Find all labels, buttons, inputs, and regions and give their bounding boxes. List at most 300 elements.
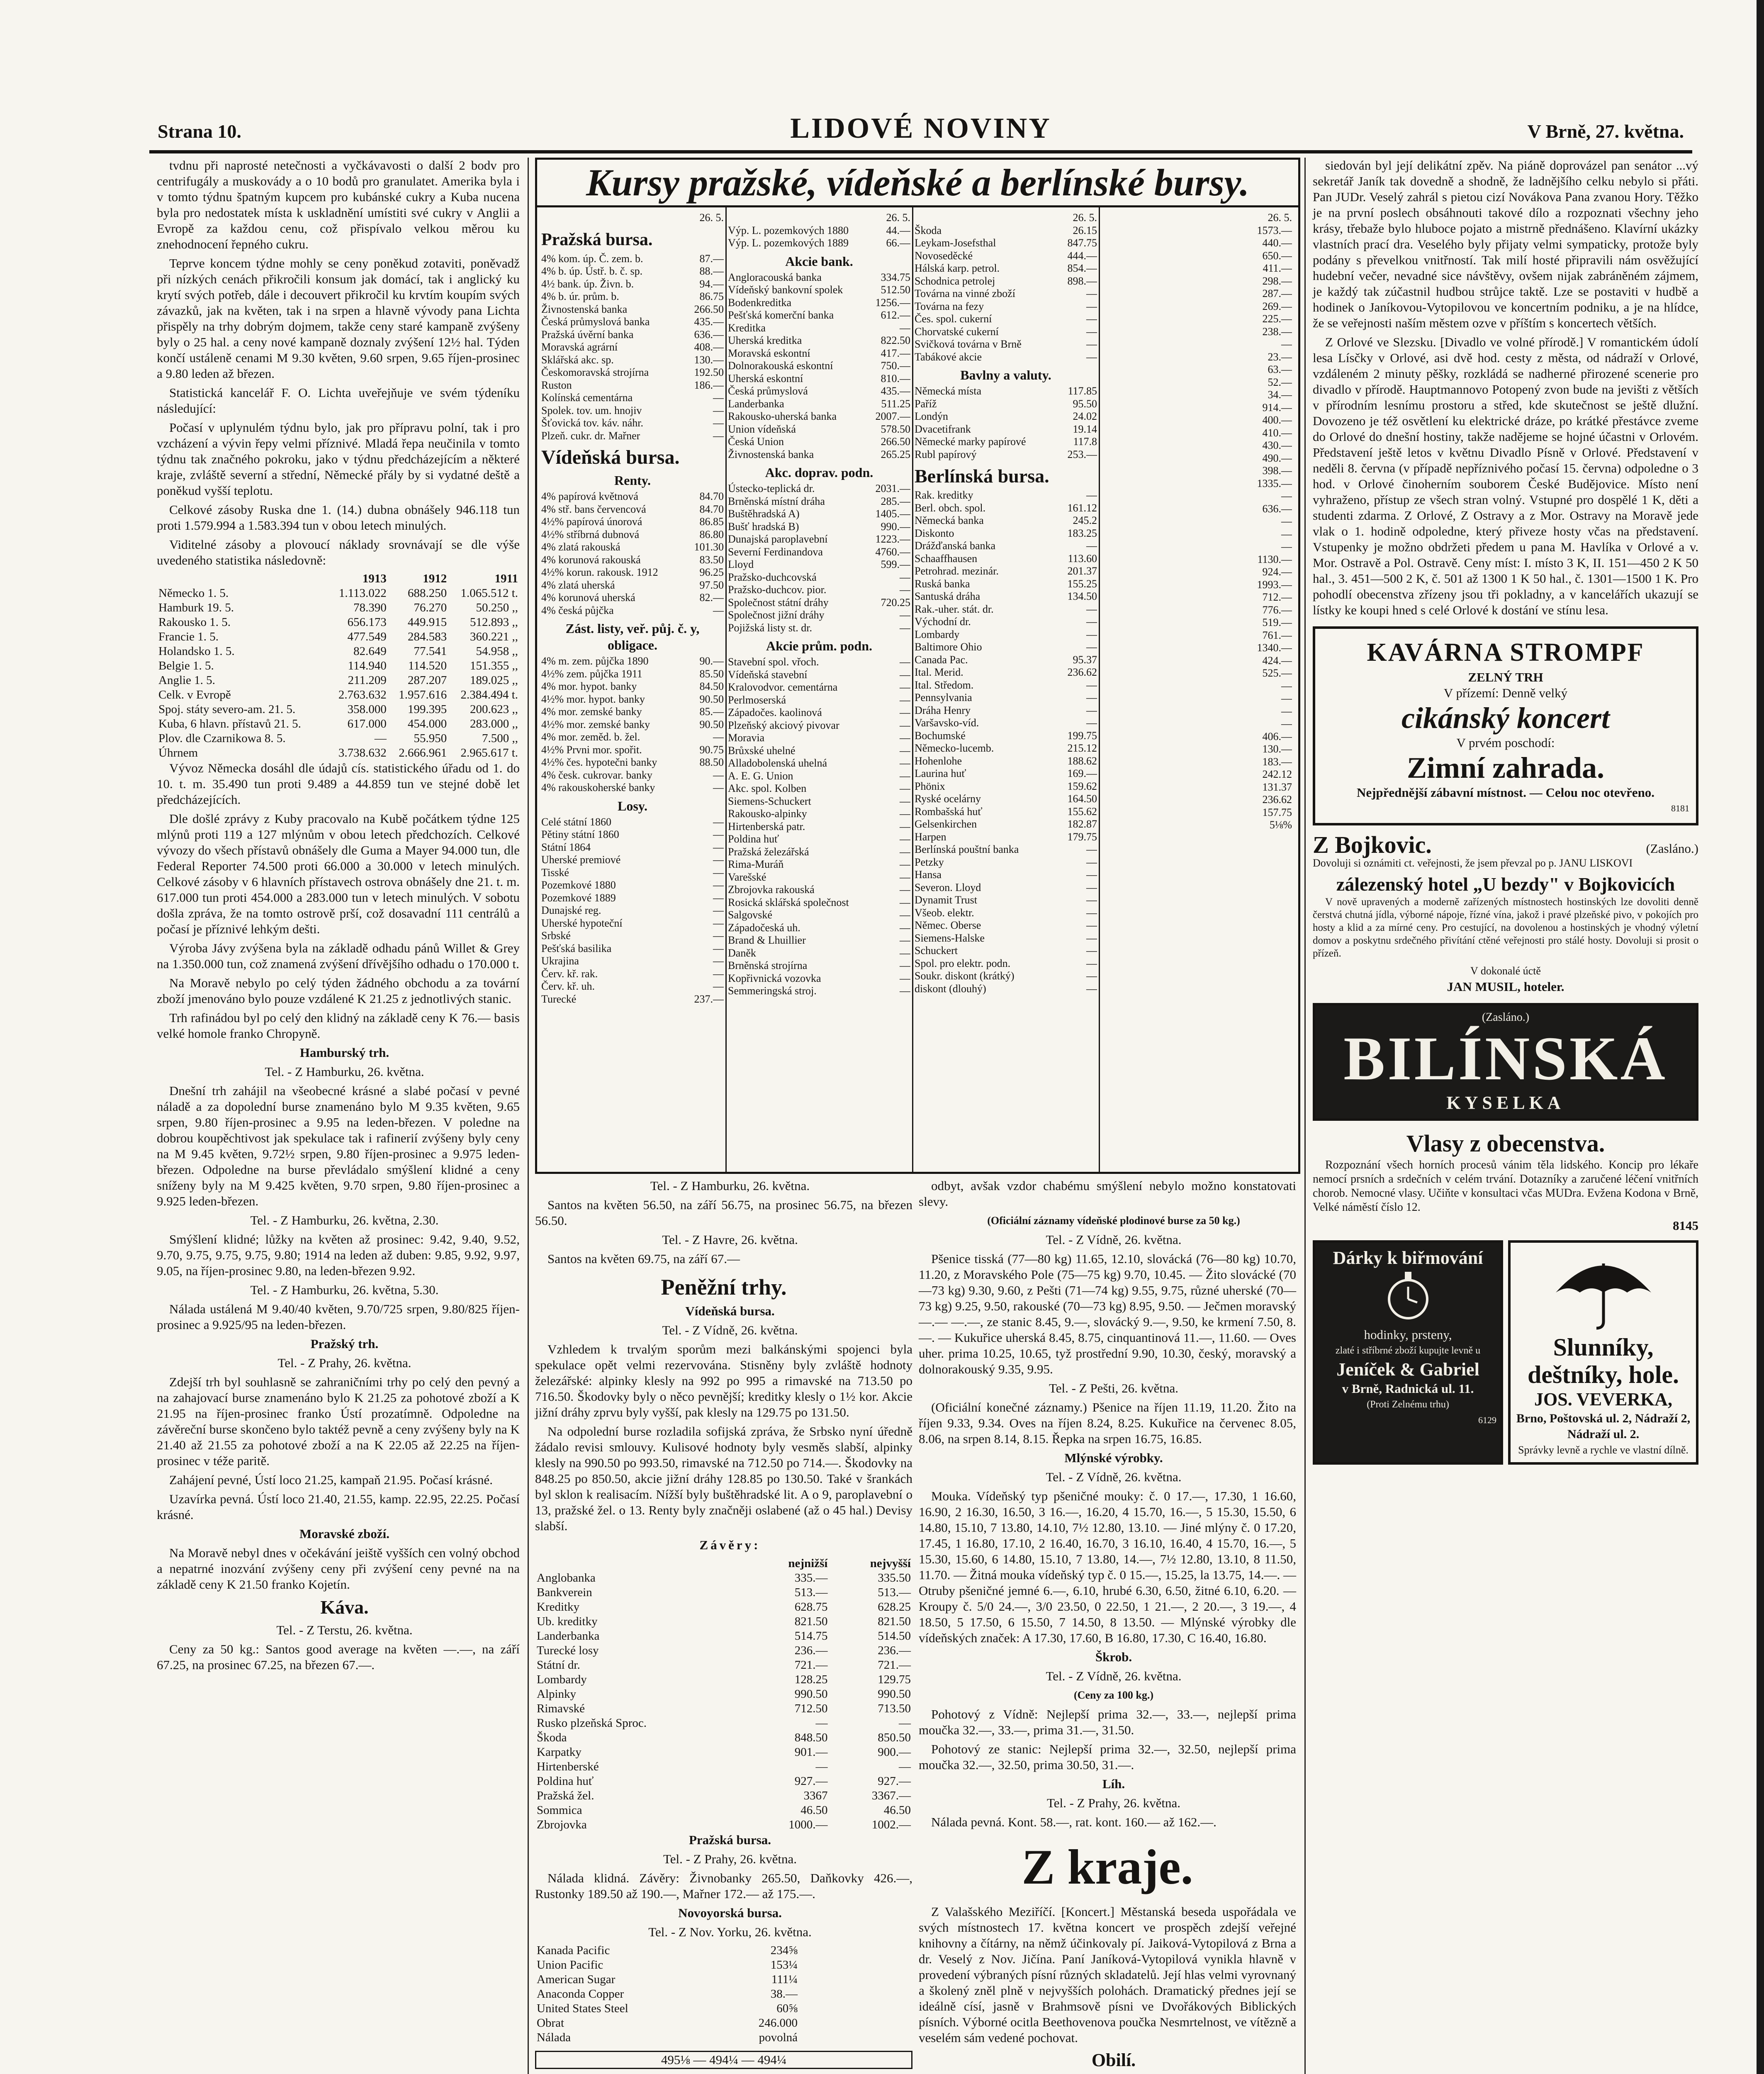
paragraph: Mouka. Vídeňský typ pšeničné mouky: č. 0 17.—, 17.30, 1 16.60, 16.90, 2 16.30, 16.50, 3 16.—, 16.20, 4 15.70, 16.—, 5 15.30, 15.50, 6 14.80, 15.10, 7 13.80, 14.10, 7½ 12.80, 13.10. — Jiné mlýny č. 0 17.20, 17.45, 1 16.80, 17.10, 2 16.40, 16.70, 3 16.10, 16.40, 4 15.70, 16.—, 5 15.30, 15.60, 6 14.80, 15.10, 7 13.80, 14.—, 7½ 12.80, 13.10, 8 11.50, 11.70. — Žitná mouka vídeňský typ č. 0 15.—, 15.25, la 13.75, 14.—. — Otruby pšeničné jemné 6.—, 6.10, hrubé 6.30, 6.50, žitné 6.10, 6.20. — Kroupy č. 5/0 24.—, 3/0 23.50, 0 22.50, 1 21.—, 2 20.—, 3 19.—, 4 18.50, 5 17.50, 6 15.50, 7 14.50, 8 13.50. — Mlýnské výrobky dle vídeňských značek: A 17.30, 17.60, B 16.80, 17.30, C 16.40, 16.80. (919, 1489, 1296, 1645)
rate-value: 490.— (1262, 452, 1292, 464)
ad-title: Z Bojkovic. (1313, 831, 1432, 858)
rate-row (728, 934, 910, 947)
rate-label: Výp. L. pozemkových 1889 (728, 237, 849, 249)
rate-label: Schaaffhausen (915, 552, 978, 565)
rate-row (728, 398, 910, 411)
ad-brand: BILÍNSKÁ (1343, 1024, 1668, 1093)
rate-row (728, 858, 910, 871)
rate-row (541, 680, 724, 693)
dateline: Tel. - Z Hamburku, 26. května, 5.30. (250, 1283, 439, 1297)
table-row (157, 688, 520, 702)
rates-list (915, 224, 1097, 364)
table-cell: 246.000 (758, 2016, 798, 2030)
rate-value: 519.— (1262, 616, 1292, 628)
rate-label: Rubl papírový (915, 448, 977, 460)
rate-label: Ruston (541, 379, 572, 391)
table-cell: Kreditky (537, 1600, 580, 1614)
rate-row (915, 553, 1097, 565)
rate-value: 265.25 (881, 448, 910, 460)
table-cell: Anglie 1. 5. (158, 674, 215, 687)
rate-value: 525.— (1262, 667, 1292, 679)
rate-row (915, 628, 1097, 641)
rate-label: Soukr. diskont (krátký) (915, 970, 1015, 982)
date-row (541, 212, 724, 224)
rate-row (915, 679, 1097, 692)
rate-row (728, 896, 910, 909)
table-cell: 129.75 (878, 1673, 911, 1686)
section-heading: Závěry: (699, 1538, 761, 1552)
rate-value: — (713, 417, 724, 429)
paragraph: Teprve koncem týdne mohly se ceny poněkud zotaviti, poněvadž při nízkých cenách přikročili konsum jak domácí, tak i anglický ku krytí svých potřeb, dále i decouvert přikročil ku krvtím koupím svých závazků, jak na květen, tak i na srpen a hlavně vývody pana Lichta přispěly na trhy dobrým dojmem, takže ceny staré kampaně zvýšeny byly o 25 hal. a ceny nové kampaně doznaly zvýšení 12½ hal. Týden končí ustáleně cenami M 9.30 květen, 9.60 srpen, 9.65 říjen-prosinec a 9.80 leden až březen. (157, 256, 520, 381)
rate-value: — (713, 879, 724, 891)
table-cell: 335.50 (878, 1571, 911, 1585)
rate-value: 186.— (694, 379, 724, 391)
rate-value: 5⅛% (1269, 819, 1292, 831)
table-row (535, 1643, 912, 1658)
rate-row (541, 316, 724, 329)
rate-label: 4% česká půjčka (541, 604, 614, 616)
rate-row (915, 691, 1097, 704)
dateline: Tel. - Z Havre, 26. května. (662, 1232, 798, 1247)
rate-value: — (1281, 718, 1292, 730)
rate-row (541, 592, 724, 604)
rate-label: Továrna na fezy (915, 300, 984, 312)
rate-value: 599.— (881, 558, 910, 570)
table-cell: Landerbanka (537, 1629, 600, 1643)
rate-value: — (1281, 515, 1292, 527)
rate-row (541, 541, 724, 554)
rate-row (541, 366, 724, 379)
rate-row (915, 448, 1097, 461)
rate-value: 750.— (881, 360, 910, 372)
rate-label: A. E. G. Union (728, 769, 793, 782)
rate-row (915, 818, 1097, 831)
table-cell: 514.75 (794, 1629, 828, 1643)
rate-label: 4% mor. hypot. banky (541, 680, 637, 692)
rates-list (915, 489, 1097, 995)
table-row (535, 1731, 912, 1745)
rate-row (728, 782, 910, 795)
rate-label: Továrna na vinné zboží (915, 287, 1015, 299)
rate-label: Česká průmyslová banka (541, 316, 650, 328)
paragraph: Zahájení pevné, Ústí loco 21.25, kampaň 21.95. Počasí krásné. (169, 1473, 493, 1487)
bojkovice-heading (1313, 831, 1698, 858)
rate-label: 4% b. úp. Ústř. b. č. sp. (541, 265, 643, 277)
ad-highlight: cikánský koncert (1401, 701, 1610, 735)
rate-row (728, 656, 910, 669)
rate-row (915, 856, 1097, 869)
table-cell: 2.763.632 (338, 688, 387, 701)
rate-label: Harpen (915, 830, 946, 843)
rate-row (728, 706, 910, 719)
rate-label: Německo-lucemb. (915, 742, 994, 754)
rate-value: 1993.— (1257, 578, 1292, 591)
rate-value: 334.75 (881, 271, 910, 283)
table-cell: 1.957.616 (399, 688, 447, 701)
rate-value: 242.12 (1262, 768, 1292, 780)
rate-row (915, 641, 1097, 654)
rate-label: Alladobolenská uhelná (728, 757, 827, 769)
ad-tag: (Zasláno.) (1646, 841, 1698, 856)
rate-row (541, 942, 724, 955)
rate-label: Pennsylvania (915, 691, 972, 704)
rate-row (728, 833, 910, 846)
rate-label: Uherské premiové (541, 854, 621, 866)
rate-row (541, 955, 724, 968)
rate-row (728, 959, 910, 972)
table-row (535, 2030, 799, 2045)
rate-row (915, 616, 1097, 628)
rate-value: — (1086, 957, 1097, 969)
rate-label: Červ. kř. uh. (541, 980, 595, 992)
rate-row (728, 334, 910, 347)
rate-row (915, 423, 1097, 436)
table-row (157, 601, 520, 615)
rate-row (728, 732, 910, 745)
rates-subheading: Zást. listy, veř. půj. č. y, obligace. (565, 621, 700, 652)
rate-value: — (1086, 856, 1097, 868)
rate-value: — (713, 841, 724, 853)
table-cell: Škoda (537, 1731, 567, 1744)
rate-row (915, 514, 1097, 527)
rate-value: — (900, 732, 910, 744)
rate-value: 898.— (1067, 275, 1097, 287)
rate-label: Uherské hypoteční (541, 917, 623, 929)
rate-row (915, 410, 1097, 423)
rate-row (541, 993, 724, 1006)
rate-value: 155.62 (1067, 805, 1097, 818)
rate-label: Baltimore Ohio (915, 641, 982, 653)
rate-row (541, 528, 724, 541)
paragraph: Pohotový z Vídně: Nejlepší prima 32.—, 33.—, nejlepší prima moučka 32.—, 33.—, prima 31.—, 31.50. (919, 1707, 1296, 1737)
ad-highlight: Zimní zahrada. (1406, 751, 1605, 784)
table-cell: 82.649 (353, 645, 387, 658)
table-cell: Holandsko 1. 5. (158, 645, 235, 658)
table-cell: 3367.— (871, 1789, 911, 1802)
rate-value: 34.— (1268, 389, 1292, 401)
column-header: 1912 (423, 572, 447, 585)
table-cell: 114.940 (348, 659, 387, 672)
rate-value: 134.50 (1067, 590, 1097, 602)
rate-label: Východní dr. (915, 616, 971, 628)
rate-row (915, 489, 1097, 502)
column-header: 1911 (494, 572, 518, 585)
rate-row (541, 253, 724, 265)
table-cell: 151.355 ,, (470, 659, 518, 672)
table-cell: 360.221 ,, (470, 630, 518, 643)
rate-label: Ital. Merid. (915, 666, 964, 678)
rate-row (541, 303, 724, 316)
table-cell: 284.583 (407, 630, 447, 643)
rate-label: Pojižská listy st. dr. (728, 621, 812, 634)
rate-row (728, 237, 910, 250)
rate-label: 4% korunová rakouská (541, 553, 641, 566)
rate-row (915, 338, 1097, 351)
rate-label: Ital. Středom. (915, 679, 974, 691)
rate-label: Diskonto (915, 527, 954, 539)
table-cell: 2.965.617 t. (460, 746, 518, 759)
rate-value: — (900, 706, 910, 718)
rate-value: 245.2 (1073, 514, 1097, 526)
table-cell: 76.270 (414, 601, 447, 614)
rate-value: 511.25 (881, 397, 910, 410)
rate-value: 854.— (1067, 262, 1097, 274)
rates-list (728, 656, 910, 998)
rate-value: 86.80 (699, 528, 724, 540)
rate-value: — (1281, 528, 1292, 540)
umbrella-icon (1547, 1247, 1659, 1330)
table-cell: 821.50 (878, 1615, 911, 1628)
paragraph: Z Orlové ve Slezsku. [Divadlo ve volné přírodě.] V romantickém údolí lesa Lísčky v Orlové, asi dvě hod. cesty z města, od nádraží v Orlové, vzdáleném 2 minuty pěšky, rozkládá se nadherné přirozené scenerie pro divadlo v přírodě. Hauptmannovo Potopený zvon bude na jevišti z větších v přírodním lesnímu prostoru a střed, kde skutečnost se ještě dlužní. Dovozeno je též osvětlení ku elektrické dráze, po krátké přestávce zveme do Orlové do dnešní hostiny, takže nadějeme se hojné účastni v Orlovém. Představení ještě letos v květnu Divadlo Písně v Orlové. Představení v neděli 8. června (v případě nepříznivého počasí 15. června) odpoledne o 3 hod. v Orlové činoherním souborem České Budějovice. Místo není vyhraženo, přístup ze všech stran volný. Vstupné pro dospělé 1 K, děti a studenti zdarma. Z Orlové, Z Ostravy a z Mor. Ostravy na Moravě jede vlak o 1. hodině odpoledne, který přiveze hosty včas na představení. Vstupenky je možno obdržeti předem u pana M. Havlíka v Orlové a v. Mor. Ostravě a Pol. Ostravě. Ceny míst: I. místo 3 K, II. 151—450 2 K 50 hal., 3. 451—500 2 K, č. 501 až 1300 1 K 50 hal., č. 1301—1500 1 K. Pro pohodlí obecenstva zřízeny jsou tři pokladny, a v kancelářích ukazují se lístky ke koupi hned s celé Orlové k dostání ve stínu lesa. (1313, 335, 1698, 617)
dateline: Tel. - Z Hamburku, 26. května, 2.30. (250, 1213, 439, 1227)
rate-label: Státní 1864 (541, 841, 591, 853)
rate-value: 847.75 (1067, 237, 1097, 249)
rate-value: 4760.— (875, 545, 910, 558)
rate-row (728, 495, 910, 508)
rate-value: 66.— (886, 237, 910, 249)
rate-row (728, 871, 910, 884)
rate-row (541, 604, 724, 617)
rate-row (915, 351, 1097, 364)
rate-value: 164.50 (1067, 793, 1097, 805)
rate-label: Severon. Lloyd (915, 881, 981, 893)
rate-label: Berl. obch. spol. (915, 501, 986, 514)
rate-label: Rakousko-uherská banka (728, 410, 837, 422)
rate-label: Laurina huť (915, 767, 966, 779)
rate-label: Německá banka (915, 514, 984, 526)
table-cell: 234⅝ (770, 1944, 798, 1957)
section-title: Z kraje. (1022, 1839, 1193, 1894)
rate-row (541, 828, 724, 841)
rate-row (541, 354, 724, 367)
rate-row (915, 907, 1097, 920)
rate-label: Kralovodvor. cementárna (728, 681, 838, 693)
rate-value: 90.75 (699, 743, 724, 756)
rate-label: Moravská agrární (541, 341, 618, 353)
rate-value: 612.— (881, 309, 910, 321)
rate-value: 578.50 (881, 423, 910, 435)
rate-value: 183.25 (1067, 527, 1097, 539)
rate-value: 285.— (881, 495, 910, 507)
section-heading: Hamburský trh. (299, 1045, 389, 1060)
rate-value: 86.75 (699, 290, 724, 302)
rate-value: — (900, 972, 910, 984)
table-cell: 3.738.632 (338, 746, 387, 759)
rate-value: 914.— (1262, 401, 1292, 414)
rates-list (541, 655, 724, 794)
rate-row (915, 250, 1097, 263)
rate-label: 4% korunová uherská (541, 592, 635, 604)
ad-number: 6129 (1478, 1415, 1496, 1425)
rate-value: 84.50 (699, 680, 724, 692)
rate-value: 90.— (699, 655, 724, 667)
rate-label: Novoseděcké (915, 249, 973, 262)
rate-label: Pražská úvěrní banka (541, 328, 634, 341)
rate-label: Siemens-Halske (915, 932, 985, 944)
table-cell: 900.— (878, 1745, 911, 1759)
rate-value: 188.62 (1067, 755, 1097, 767)
table-row (535, 1672, 912, 1687)
rate-label: Německá místa (915, 385, 981, 397)
rate-value: 408.— (694, 341, 724, 353)
table-cell: 236.— (794, 1644, 828, 1657)
rate-label: Angloracouská banka (728, 271, 822, 283)
rate-label: Akc. spol. Kolben (728, 782, 807, 794)
rate-value: 199.75 (1067, 729, 1097, 742)
rate-label: Poldina huť (728, 833, 779, 845)
table-cell: 199.395 (407, 703, 447, 716)
rate-row (915, 780, 1097, 793)
rate-value: 2031.— (875, 482, 910, 494)
rate-row (915, 983, 1097, 996)
rate-row (915, 806, 1097, 818)
rate-row (915, 742, 1097, 755)
rate-row (728, 884, 910, 896)
column-money-markets (535, 1178, 912, 2069)
rate-value: 269.— (1262, 300, 1292, 312)
ad-line: KYSELKA (1446, 1093, 1565, 1113)
table-row (535, 1585, 912, 1600)
rate-row (541, 867, 724, 879)
rate-value: 253.— (1067, 448, 1097, 460)
newspaper-name: LIDOVÉ NOVINY (790, 112, 1051, 144)
rate-row (915, 767, 1097, 780)
rate-row (541, 904, 724, 917)
rate-row (915, 565, 1097, 578)
rate-value: 84.70 (699, 490, 724, 502)
rate-row (728, 622, 910, 635)
rates-list (728, 482, 910, 634)
rate-row (541, 579, 724, 592)
rate-value: 182.87 (1067, 818, 1097, 830)
rate-row (915, 793, 1097, 806)
rate-value: — (1086, 351, 1097, 363)
table-cell: 46.50 (883, 1804, 911, 1817)
rate-label: Landerbanka (728, 397, 784, 410)
rate-value: 512.50 (881, 284, 910, 296)
rate-row (728, 546, 910, 559)
table-row (535, 1600, 912, 1614)
table-header-row (157, 572, 520, 586)
rate-value: 85.50 (699, 667, 724, 680)
rate-row (541, 744, 724, 757)
paragraph: Celkové zásoby Ruska dne 1. (14.) dubna obnášely 946.118 tun proti 1.579.994 a 1.583.394 tun v obou letech minulých. (157, 502, 520, 533)
rate-label: Tabákové akcie (915, 351, 982, 363)
rate-value: — (1086, 628, 1097, 640)
table-cell: 128.25 (794, 1673, 828, 1686)
section-heading: Škrob. (1095, 1650, 1132, 1664)
table-row (535, 1972, 799, 1987)
rate-label: Spol. pro elektr. podn. (915, 957, 1011, 969)
rate-value: — (713, 429, 724, 442)
rate-value: — (713, 404, 724, 416)
rate-row (728, 770, 910, 783)
table-cell: Německo 1. 5. (158, 587, 229, 600)
rate-row (728, 972, 910, 985)
ad-bilinska (1313, 1003, 1698, 1121)
rate-value: 117.85 (1068, 385, 1097, 397)
rate-value: 155.25 (1067, 577, 1097, 590)
table-row (157, 630, 520, 644)
rate-value: — (713, 769, 724, 781)
rate-label: 4% m. zem. půjčka 1890 (541, 655, 649, 667)
column-regional-ads (1313, 158, 1698, 1465)
rate-value: 435.— (694, 316, 724, 328)
paragraph: Pšenice tisská (77—80 kg) 11.65, 12.10, slovácká (76—80 kg) 10.70, 11.20, z Moravského Pole (75—75 kg) 9.70, 10.45. — Žito slovácké (70—73 kg) 9.30, 9.60, z Pešti (71—74 kg) 9.55, 9.75, různé uherské (70—73 kg) 9.25, 9.50, rakouské (70—73 kg) 8.95, 9.50. — Ječmen moravský —.— —.—, ze stanic 8.45, 9.—, slovácký 9.—, 9.50, ke krmení 7.50, 8.—. — Kukuřice uherská 8.45, 8.75, cinquantinová 11.—, 11.60. — Oves uher. prima 10.25, 10.65, tyž prostřední 9.90, 10.30, český, moravský a dolnorakouský 9.35, 9.95. (919, 1251, 1296, 1376)
ad-title: Slunníky, deštníky, hole. (1527, 1334, 1679, 1388)
table-row (535, 1789, 912, 1803)
table-row (535, 1818, 912, 1832)
rate-label: 4½% korun. rakousk. 1912 (541, 566, 658, 578)
rate-label: Schuckert (915, 944, 958, 957)
rate-row (728, 533, 910, 546)
rate-value: — (1086, 704, 1097, 716)
rate-label: Německé marky papírové (915, 436, 1026, 448)
table-cell: Celk. v Evropě (158, 688, 231, 701)
rate-label: 4½% čes. hypotečni banky (541, 756, 657, 768)
rate-label: Lloyd (728, 558, 754, 570)
rate-label: Bodenkreditka (728, 296, 792, 309)
rate-row (728, 795, 910, 808)
paragraph: Vzhledem k trvalým sporům mezi balkánskými spojenci byla spekulace opět velmi rezervována. Stisněny byly zvláště hodnoty železářské: alpinky klesly na 992 po 995 a rimavské na 713.50 po 716.50. Škodovky byly o něco pevnější; kreditky klesly o 1½ kor. Akcie jižní dráhy zprvu byly vyšší, pak klesly na 129.75 po 131.50. (535, 1342, 912, 1419)
rate-value: — (900, 985, 910, 997)
rate-value: 440.— (1262, 237, 1292, 249)
rate-row (541, 879, 724, 892)
rate-row (915, 654, 1097, 667)
rate-value: 23.— (1268, 351, 1292, 363)
page-header (149, 112, 1692, 149)
table-row (535, 1614, 912, 1629)
rate-value: — (900, 884, 910, 896)
rate-label: Plzeňský akciový pivovar (728, 719, 839, 731)
rate-value: — (1086, 616, 1097, 628)
rate-row (541, 854, 724, 867)
rate-label: Rak.-uher. stát. dr. (915, 603, 994, 615)
date: 26. 5. (1268, 212, 1292, 224)
rate-value: — (900, 820, 910, 833)
rate-row (915, 313, 1097, 326)
table-cell: 990.50 (878, 1687, 911, 1701)
table-cell: 927.— (794, 1775, 828, 1788)
rate-label: Kopřivnická vozovka (728, 972, 821, 984)
rate-row (541, 417, 724, 430)
rate-value: — (900, 321, 910, 334)
rate-label: Perlmoserská (728, 694, 786, 706)
table-cell: Kuba, 6 hlavn. přístavů 21. 5. (158, 717, 301, 730)
rate-value: — (900, 947, 910, 959)
ad-title: Vlasy z obecenstva. (1406, 1130, 1605, 1157)
section-heading: Novoyorská bursa. (678, 1906, 782, 1920)
rate-label: Dolnorakouská eskontní (728, 360, 833, 372)
rate-value: 169.— (1067, 767, 1097, 779)
rate-row (915, 932, 1097, 945)
rate-label: Dynamit Trust (915, 894, 977, 906)
date-row (915, 212, 1097, 224)
table-cell: 513.— (878, 1586, 911, 1599)
rate-value: 179.75 (1067, 830, 1097, 843)
rate-label: Varšavsko-víd. (915, 717, 979, 729)
table-row (157, 644, 520, 659)
dateline: Tel. - Z Hamburku, 26. května. (265, 1064, 424, 1079)
rates-heading: Berlínská bursa. (915, 465, 1049, 487)
rate-row (541, 668, 724, 681)
rate-value: 24.02 (1073, 410, 1097, 422)
box-rule (725, 207, 727, 1172)
section-heading: Káva. (320, 1597, 369, 1618)
rates-subheading: Losy. (617, 798, 648, 813)
rates-list (915, 385, 1097, 461)
rate-value: 95.50 (1073, 397, 1097, 410)
